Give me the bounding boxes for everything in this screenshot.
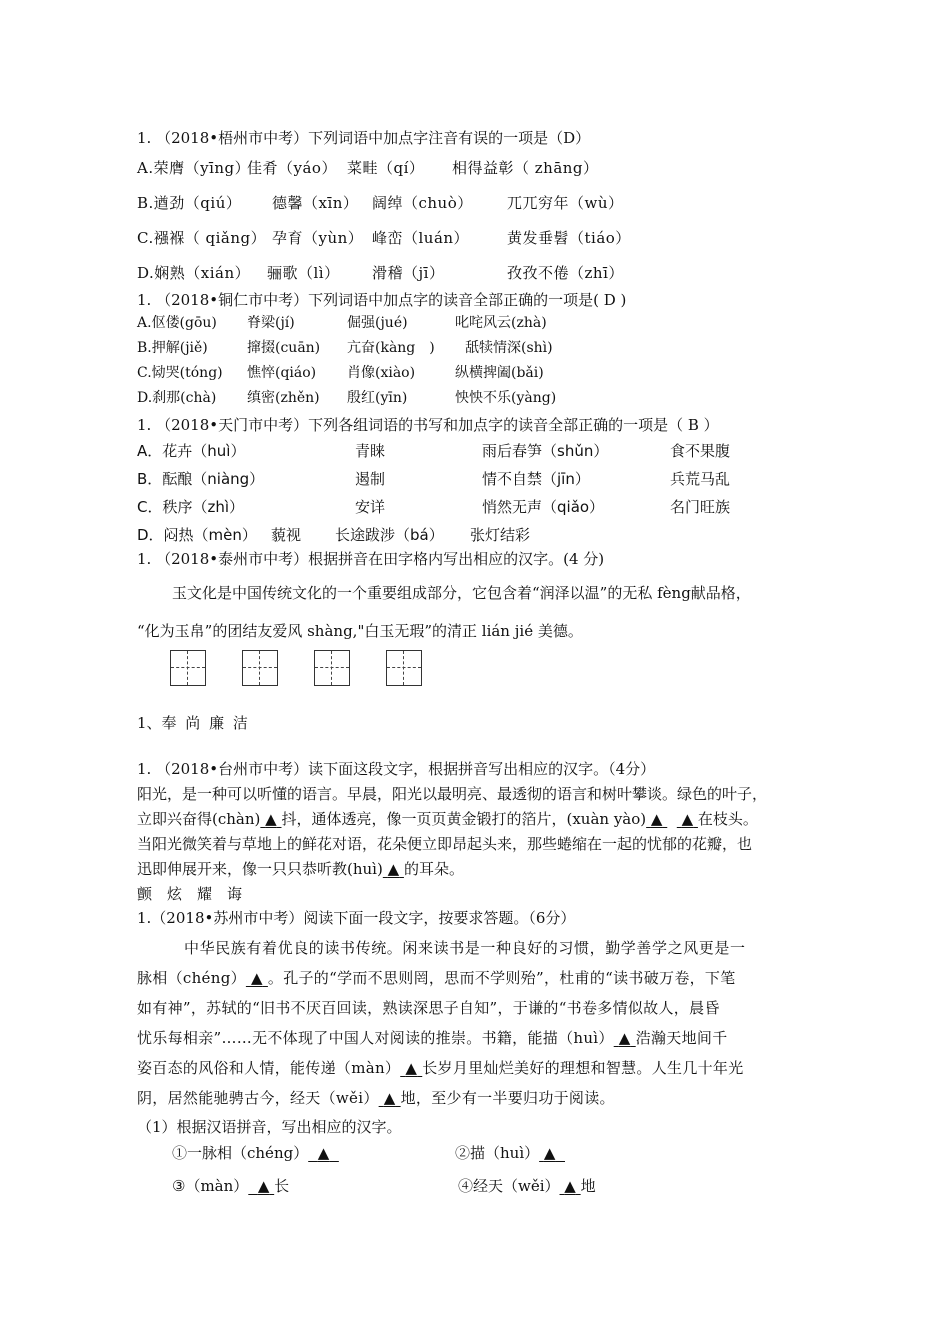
- q3-d-2: 藐视: [271, 526, 302, 544]
- q1-a-4: 相得益彰（ zhāng）: [452, 159, 599, 177]
- q5-l4b: 的耳朵。: [403, 860, 464, 878]
- q6-answer-blank-1[interactable]: ▲: [317, 1144, 330, 1162]
- q5-l4a: 迅即伸展开来，像一只只恭听教(huì): [137, 860, 383, 878]
- q1-a-3: 菜畦（qí）: [347, 159, 425, 177]
- q3-d-4: 张灯结彩: [470, 526, 531, 544]
- q5-l2b: 抖，通体透亮，像一页页黄金锻打的箔片，(xuàn yào): [281, 810, 647, 828]
- q1-a-1: A.荣膺（yīng）: [137, 159, 251, 177]
- q6-l6a: 阴，居然能驰骋古今，经天（wěi）: [137, 1089, 379, 1107]
- q2-c-2: 憔悴(qiáo): [247, 365, 317, 381]
- q2-a-4: 叱咤风云(zhà): [455, 315, 547, 331]
- q2-d-4: 怏怏不乐(yàng): [455, 390, 557, 406]
- q2-c-4: 纵横捭阖(bǎi): [455, 365, 544, 381]
- q6-answer-blank-2[interactable]: ▲: [543, 1144, 556, 1162]
- q2-b-2: 撺掇(cuān): [247, 340, 321, 356]
- q1-option-b: [137, 193, 624, 213]
- q2-d-1: D.刹那(chà): [137, 390, 217, 406]
- q4-answer: 1、奉 尚 廉 洁: [137, 714, 248, 732]
- q2-stem: 1. （2018•铜仁市中考）下列词语中加点字的读音全部正确的一项是( D ): [137, 291, 627, 309]
- q6-answer-blank-4[interactable]: ▲: [564, 1177, 576, 1195]
- q1-a-2: 佳肴（yáo）: [247, 159, 337, 177]
- q5-blank-4[interactable]: ▲: [387, 860, 400, 878]
- q6-line-2: [137, 968, 736, 988]
- q6-item-2: [455, 1143, 565, 1163]
- q6-l2b: 。孔子的“学而不思则罔，思而不学则殆”，杜甫的“读书破万卷，下笔: [267, 969, 736, 987]
- q3-c-4: 名门旺族: [670, 498, 731, 516]
- q5-line-1: 阳光，是一种可以听懂的语言。早晨，阳光以最明亮、最透彻的语言和树叶攀谈。绿色的叶子，: [137, 785, 768, 803]
- q4-passage-line-1: 玉文化是中国传统文化的一个重要组成部分，它包含着“润泽以温”的无私 fèng献品格，: [172, 584, 751, 602]
- q6-blank-3[interactable]: ▲: [405, 1059, 418, 1077]
- q4-stem: 1. （2018•泰州市中考）根据拼音在田字格内写出相应的汉字。(4 分): [137, 550, 605, 568]
- q1-b-4: 兀兀穷年（wù）: [507, 194, 624, 212]
- q1-option-a: [137, 158, 599, 178]
- q6-item-4: [458, 1176, 596, 1196]
- q3-option-a: [137, 441, 730, 461]
- q6-line-4: [137, 1028, 728, 1048]
- q6-i3-label: ③（màn）: [172, 1177, 249, 1195]
- q3-option-c: [137, 497, 730, 517]
- q5-blank-3[interactable]: ▲: [681, 810, 694, 828]
- q3-b-2: 遏制: [355, 470, 386, 488]
- q6-item-1: [172, 1143, 339, 1163]
- q4-passage-line-2: “化为玉帛”的团结友爱风 shàng,"白玉无瑕”的清正 lián jié 美德。: [137, 622, 583, 640]
- q6-line-5: [137, 1058, 744, 1078]
- q2-a-2: 脊梁(jí): [247, 315, 295, 331]
- q5-l2c: 在枝头。: [697, 810, 758, 828]
- q6-i2-label: ②描（huì）: [455, 1144, 540, 1162]
- q5-line-4: [137, 859, 464, 879]
- q1-c-3: 峰峦（luán）: [372, 229, 470, 247]
- q2-d-3: 殷红(yīn): [347, 390, 408, 406]
- q3-d-1: D．闷热（mèn）: [137, 526, 257, 544]
- q3-b-1: B．酝酿（niàng）: [137, 470, 265, 488]
- q3-stem: 1. （2018•天门市中考）下列各组词语的书写和加点字的读音全部正确的一项是（ B ）: [137, 416, 719, 434]
- q3-a-3: 雨后春笋（shǔn）: [482, 442, 609, 460]
- q1-stem: 1. （2018•梧州市中考）下列词语中加点字注音有误的一项是（D）: [137, 129, 591, 147]
- q6-l6b: 地，至少有一半要归功于阅读。: [400, 1089, 615, 1107]
- q1-c-4: 黄发垂髫（tiáo）: [507, 229, 631, 247]
- q6-i3-suffix: 长: [274, 1177, 290, 1195]
- q5-answer: 颤 炫 耀 诲: [137, 885, 243, 903]
- q5-line-3: 当阳光微笑着与草地上的鲜花对语，花朵便立即昂起头来，那些蜷缩在一起的忧郁的花瓣，也: [137, 835, 753, 853]
- q3-a-1: A．花卉（huì）: [137, 442, 246, 460]
- q2-b-4: 舐犊情深(shì): [465, 340, 553, 356]
- tianzige-box-1[interactable]: [170, 650, 206, 686]
- q2-d-2: 缜密(zhěn): [247, 390, 320, 406]
- q3-c-1: C．秩序（zhì）: [137, 498, 245, 516]
- q2-option-a: [137, 313, 547, 333]
- q6-l5a: 姿百态的风俗和人情，能传递（màn）: [137, 1059, 401, 1077]
- q1-d-2: 骊歌（lì）: [267, 264, 340, 282]
- q3-c-3: 悄然无声（qiǎo）: [482, 498, 605, 516]
- q3-a-2: 青睐: [355, 442, 386, 460]
- q6-l2a: 脉相（chéng）: [137, 969, 246, 987]
- q3-b-3: 情不自禁（jīn）: [482, 470, 590, 488]
- q2-option-c: [137, 363, 544, 383]
- q6-answer-blank-3[interactable]: ▲: [257, 1177, 270, 1195]
- q1-d-4: 孜孜不倦（zhī）: [507, 264, 624, 282]
- q6-l4b: 浩瀚天地间千: [635, 1029, 728, 1047]
- q6-line-3: 如有神”，苏轼的“旧书不厌百回读，熟读深思子自知”，于谦的“书卷多情似故人，晨昏: [137, 999, 720, 1017]
- tianzige-box-4[interactable]: [386, 650, 422, 686]
- q6-blank-1[interactable]: ▲: [250, 969, 263, 987]
- q6-l4a: 忧乐每相亲”……无不体现了中国人对阅读的推崇。书籍，能描（huì）: [137, 1029, 614, 1047]
- q5-line-2: [137, 809, 758, 829]
- q1-b-1: B.遒劲（qiú）: [137, 194, 242, 212]
- q1-b-2: 德馨（xīn）: [272, 194, 359, 212]
- q6-i4-suffix: 地: [580, 1177, 596, 1195]
- q5-stem: 1. （2018•台州市中考）读下面这段文字，根据拼音写出相应的汉字。（4分）: [137, 760, 656, 778]
- q3-a-4: 食不果腹: [670, 442, 731, 460]
- q2-c-3: 肖像(xiào): [347, 365, 416, 381]
- q1-d-1: D.娴熟（xián）: [137, 264, 251, 282]
- q6-l5b: 长岁月里灿烂美好的理想和智慧。人生几十年光: [422, 1059, 744, 1077]
- q1-option-c: [137, 228, 631, 248]
- q2-a-3: 倔强(jué): [347, 315, 408, 331]
- q6-stem: 1.（2018•苏州市中考）阅读下面一段文字，按要求答题。（6分）: [137, 909, 576, 927]
- q3-b-4: 兵荒马乱: [670, 470, 731, 488]
- q2-a-1: A.伛偻(gōu): [137, 315, 217, 331]
- q6-blank-2[interactable]: ▲: [618, 1029, 631, 1047]
- q1-c-1: C.襁褓（ qiǎng）: [137, 229, 267, 247]
- q6-item-3: [172, 1176, 289, 1196]
- q6-line-6: [137, 1088, 615, 1108]
- q6-blank-4[interactable]: ▲: [383, 1089, 396, 1107]
- q5-blank-2[interactable]: ▲: [650, 810, 663, 828]
- q6-subquestion-1: （1）根据汉语拼音，写出相应的汉字。: [137, 1118, 402, 1136]
- q2-option-d: [137, 388, 556, 408]
- q3-option-d: [137, 525, 530, 545]
- q2-option-b: [137, 338, 553, 358]
- q2-c-1: C.恸哭(tóng): [137, 365, 223, 381]
- q6-line-1: 中华民族有着优良的读书传统。闲来读书是一种良好的习惯，勤学善学之风更是一: [184, 939, 746, 957]
- tianzige-box-2[interactable]: [242, 650, 278, 686]
- q1-b-3: 阔绰（chuò）: [372, 194, 473, 212]
- q2-b-1: B.押解(jiě): [137, 340, 208, 356]
- q1-c-2: 孕育（yùn）: [272, 229, 364, 247]
- q2-b-3: 亢奋(kàng ): [347, 340, 435, 356]
- q6-i1-label: ①一脉相（chéng）: [172, 1144, 309, 1162]
- q1-d-3: 滑稽（jī）: [372, 264, 445, 282]
- q6-i4-label: ④经天（wěi）: [458, 1177, 560, 1195]
- q5-blank-1[interactable]: ▲: [265, 810, 277, 828]
- q3-option-b: [137, 469, 730, 489]
- q3-c-2: 安详: [355, 498, 386, 516]
- q3-d-3: 长途跋涉（bá）: [335, 526, 444, 544]
- q1-option-d: [137, 263, 624, 283]
- q5-l2a: 立即兴奋得(chàn): [137, 810, 261, 828]
- tianzige-box-3[interactable]: [314, 650, 350, 686]
